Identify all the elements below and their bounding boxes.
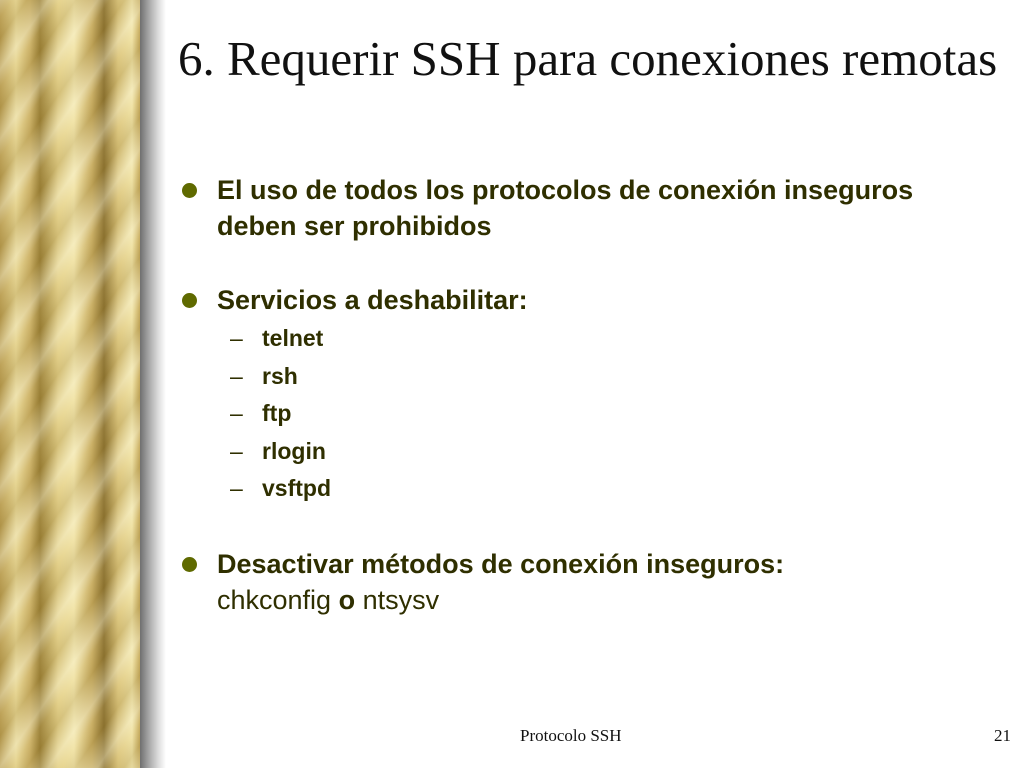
service-name: telnet	[262, 325, 324, 351]
slide-content	[180, 172, 980, 618]
services-list	[180, 320, 980, 508]
dash-icon: –	[230, 362, 243, 389]
dash-icon: –	[230, 475, 243, 501]
command-chkconfig: chkconfig	[217, 584, 332, 615]
list-item	[180, 395, 980, 433]
bullet-icon	[182, 293, 197, 308]
list-item	[180, 320, 980, 358]
service-name: rsh	[262, 362, 298, 389]
slide-title: 6. Requerir SSH para conexiones remotas	[178, 31, 998, 86]
service-name: ftp	[262, 400, 292, 426]
bullet-icon	[182, 557, 197, 572]
command-ntsysv: ntsysv	[362, 584, 440, 615]
bullet-text: Desactivar métodos de conexión inseguros:	[217, 548, 785, 579]
footer-title: Protocolo SSH	[520, 726, 622, 745]
bullet-icon	[182, 183, 197, 198]
page-number: 21	[994, 726, 1011, 745]
bullet-text: El uso de todos los protocolos de conexión inseguros deben ser prohibidos	[217, 175, 914, 241]
band-shadow	[140, 0, 166, 768]
service-name: vsftpd	[262, 475, 331, 501]
service-name: rlogin	[262, 437, 326, 464]
dash-icon: –	[230, 325, 243, 351]
bullet-item-services	[180, 282, 980, 318]
bullet-text: Servicios a deshabilitar:	[217, 285, 528, 315]
bullet-item-prohibit	[180, 172, 980, 244]
bullet-item-disable-methods	[180, 546, 980, 618]
list-item	[180, 358, 980, 396]
list-item	[180, 470, 980, 508]
dash-icon: –	[230, 400, 243, 426]
conjunction-text: o	[338, 584, 356, 615]
dash-icon: –	[230, 437, 243, 464]
list-item	[180, 433, 980, 471]
decorative-gold-band	[0, 0, 140, 768]
